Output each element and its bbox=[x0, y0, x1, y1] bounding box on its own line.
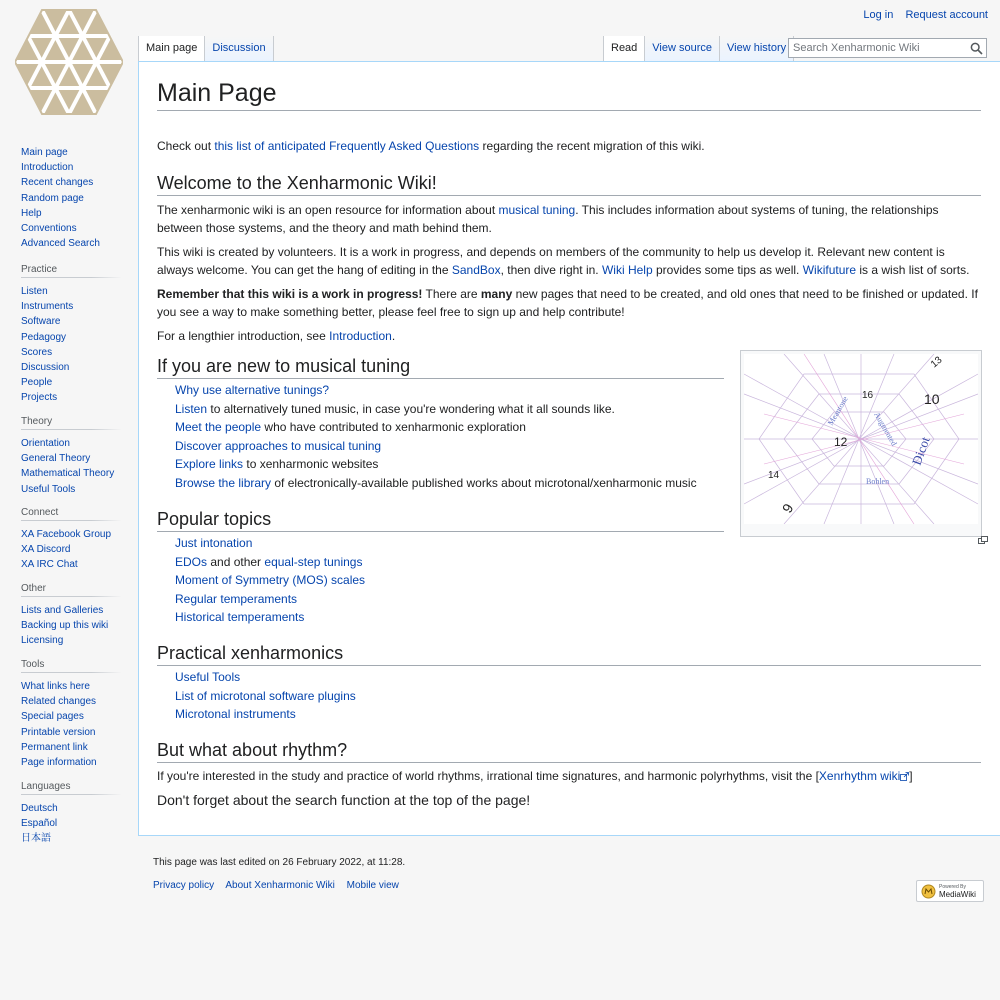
mobile-view-link[interactable]: Mobile view bbox=[346, 880, 399, 891]
privacy-policy-link[interactable]: Privacy policy bbox=[153, 880, 215, 891]
sidebar-connect bbox=[21, 507, 121, 573]
sidebar-item-orientation[interactable]: Orientation bbox=[21, 438, 70, 449]
welcome-paragraph-2 bbox=[157, 243, 981, 279]
list-link[interactable]: Moment of Symmetry (MOS) scales bbox=[175, 573, 366, 588]
introduction-link[interactable]: Introduction bbox=[329, 329, 392, 343]
sidebar-item-irc-chat[interactable]: XA IRC Chat bbox=[21, 559, 78, 571]
practical-heading: Practical xenharmonics bbox=[157, 641, 981, 666]
bold-text: many bbox=[480, 287, 513, 301]
thumb-label: 12 bbox=[834, 435, 848, 449]
wikifuture-link[interactable]: Wikifuture bbox=[802, 263, 857, 277]
view-tabs bbox=[603, 36, 794, 62]
new-list bbox=[157, 381, 724, 493]
sidebar-item-facebook-group[interactable]: XA Facebook Group bbox=[21, 529, 112, 540]
sidebar-item-printable-version[interactable]: Printable version bbox=[21, 726, 96, 738]
request-account-link[interactable]: Request account bbox=[905, 9, 988, 21]
list-link[interactable]: Meet the people bbox=[175, 420, 262, 435]
text: new pages that need to be created, and old ones that need to be finished or updated. If you see a way to make something better, please feel free to sign up and help contribute! bbox=[157, 287, 978, 319]
list-text: of electronically-available published works about microtonal/xenharmonic music bbox=[271, 475, 697, 490]
notice-text-end: regarding the recent migration of this wiki. bbox=[479, 139, 705, 153]
rhythm-section bbox=[157, 738, 981, 809]
tab-main-page[interactable]: Main page bbox=[138, 36, 205, 62]
sidebar-item-software[interactable]: Software bbox=[21, 316, 61, 328]
sidebar-item-main-page[interactable]: Main page bbox=[21, 147, 68, 158]
sidebar-item-page-information[interactable]: Page information bbox=[21, 757, 97, 769]
svg-text:Bohlen: Bohlen bbox=[866, 477, 890, 486]
mediawiki-icon bbox=[921, 884, 936, 902]
about-link[interactable]: About Xenharmonic Wiki bbox=[225, 880, 335, 891]
text: The xenharmonic wiki is an open resource for information about bbox=[157, 203, 499, 217]
text: . This includes information about systems of tuning, the relationships between those systems, and the theory and math behind them. bbox=[157, 203, 939, 235]
sidebar-item-related-changes[interactable]: Related changes bbox=[21, 696, 97, 708]
sidebar-heading: Practice bbox=[21, 264, 121, 278]
sidebar-item-lists-galleries[interactable]: Lists and Galleries bbox=[21, 605, 104, 616]
faq-link[interactable]: this list of anticipated Frequently Asked Questions bbox=[214, 139, 480, 153]
lattice-diagram-image[interactable] bbox=[744, 354, 978, 524]
sidebar-item-discussion[interactable]: Discussion bbox=[21, 362, 70, 374]
list-item bbox=[175, 590, 724, 609]
list-link[interactable]: Microtonal instruments bbox=[175, 707, 296, 722]
list-item bbox=[175, 608, 724, 627]
mediawiki-text: MediaWiki bbox=[939, 890, 976, 899]
closing-text: Don't forget about the search function at the top of the page! bbox=[157, 792, 531, 808]
main-content bbox=[138, 61, 1000, 836]
thumb-label: Dicot bbox=[908, 434, 933, 468]
text: This wiki is created by volunteers. It is a work in progress, and depends on members of the community to help us develop it. Relevant new content is always welcome. You can get the hang of editing in the bbox=[157, 245, 945, 277]
list-text: to alternatively tuned music, in case you're wondering what it all sounds like. bbox=[207, 401, 615, 416]
text: , then dive right in. bbox=[500, 263, 602, 277]
text: There are bbox=[422, 287, 481, 301]
sidebar-item-projects[interactable]: Projects bbox=[21, 392, 58, 404]
text: provides some tips as well. bbox=[652, 263, 803, 277]
powered-by-text: Powered By bbox=[939, 884, 966, 890]
text: ] bbox=[909, 769, 913, 783]
tab-discussion[interactable]: Discussion bbox=[205, 36, 273, 62]
sidebar-item-advanced-search[interactable]: Advanced Search bbox=[21, 238, 100, 250]
sidebar-item-random-page[interactable]: Random page bbox=[21, 192, 84, 204]
tab-view-history[interactable]: View history bbox=[720, 36, 794, 62]
sidebar-other bbox=[21, 583, 121, 649]
list-link[interactable]: List of microtonal software plugins bbox=[175, 688, 356, 703]
text: is a wish list of sorts. bbox=[856, 263, 970, 277]
search-input[interactable] bbox=[789, 39, 963, 57]
sandbox-link[interactable]: SandBox bbox=[451, 263, 501, 277]
practical-list bbox=[157, 668, 981, 724]
list-item bbox=[175, 418, 724, 437]
list-link[interactable]: Useful Tools bbox=[175, 670, 241, 684]
welcome-section bbox=[157, 171, 981, 345]
sidebar-heading: Connect bbox=[21, 507, 121, 521]
popular-list bbox=[157, 534, 724, 627]
text: For a lengthier introduction, see bbox=[157, 329, 330, 343]
list-link[interactable]: equal-step tunings bbox=[264, 554, 363, 569]
sidebar-heading: Other bbox=[21, 583, 121, 597]
rhythm-paragraph bbox=[157, 767, 981, 785]
thumbnail-frame bbox=[740, 350, 982, 537]
notice-text: Check out bbox=[157, 139, 215, 153]
sidebar-item-discord[interactable]: XA Discord bbox=[21, 544, 71, 556]
list-link[interactable]: Regular temperaments bbox=[175, 591, 298, 606]
list-link[interactable]: Explore links bbox=[175, 457, 244, 472]
sidebar-item-mathematical-theory[interactable]: Mathematical Theory bbox=[21, 468, 115, 480]
sidebar-tools bbox=[21, 659, 121, 770]
welcome-paragraph-3 bbox=[157, 285, 981, 321]
thumb-label: 16 bbox=[862, 390, 874, 401]
text: . bbox=[391, 329, 396, 343]
sidebar-item-conventions[interactable]: Conventions bbox=[21, 223, 77, 235]
sidebar-heading: Languages bbox=[21, 781, 121, 795]
search-box bbox=[788, 38, 987, 58]
wiki-help-link[interactable]: Wiki Help bbox=[601, 263, 653, 277]
sidebar-item-introduction[interactable]: Introduction bbox=[21, 162, 74, 174]
sidebar-item-scores[interactable]: Scores bbox=[21, 346, 53, 358]
list-item bbox=[175, 534, 724, 553]
list-item bbox=[175, 437, 724, 456]
sidebar-theory bbox=[21, 416, 121, 497]
tab-view-source[interactable]: View source bbox=[645, 36, 720, 62]
list-text: and other bbox=[207, 554, 265, 569]
list-item bbox=[175, 474, 724, 493]
practical-section bbox=[157, 641, 981, 724]
list-item bbox=[175, 571, 724, 590]
sidebar-item-special-pages[interactable]: Special pages bbox=[21, 711, 84, 723]
sidebar-item-listen[interactable]: Listen bbox=[21, 286, 48, 297]
new-heading: If you are new to musical tuning bbox=[157, 354, 724, 379]
sidebar-item-people[interactable]: People bbox=[21, 377, 53, 389]
list-item bbox=[175, 455, 724, 474]
sidebar-item-permanent-link[interactable]: Permanent link bbox=[21, 741, 88, 753]
sidebar-item-general-theory[interactable]: General Theory bbox=[21, 453, 91, 465]
list-link[interactable]: EDOs bbox=[175, 554, 208, 569]
list-text: to xenharmonic websites bbox=[243, 457, 379, 472]
sidebar-item-lang-es[interactable]: Español bbox=[21, 818, 58, 830]
footer-links bbox=[153, 880, 408, 891]
login-link[interactable]: Log in bbox=[863, 9, 894, 21]
footer bbox=[153, 857, 408, 891]
popular-section bbox=[157, 507, 724, 627]
notice bbox=[157, 137, 981, 155]
external-link-icon bbox=[900, 768, 909, 777]
thumb-label: 14 bbox=[768, 470, 780, 481]
sidebar-languages bbox=[21, 781, 121, 847]
list-item bbox=[175, 400, 724, 419]
text: If you're interested in the study and practice of world rhythms, irrational time signatures, and harmonic polyrhythms, visit the [ bbox=[157, 769, 819, 783]
popular-heading: Popular topics bbox=[157, 507, 724, 532]
list-item bbox=[175, 705, 981, 724]
namespace-tabs bbox=[138, 36, 274, 62]
sidebar-item-lang-de[interactable]: Deutsch bbox=[21, 803, 58, 814]
powered-by-mediawiki-badge[interactable] bbox=[916, 880, 984, 902]
page-title: Main Page bbox=[157, 76, 981, 111]
welcome-paragraph-1 bbox=[157, 201, 981, 237]
search-icon[interactable] bbox=[970, 42, 983, 55]
list-link[interactable]: Just intonation bbox=[175, 536, 253, 550]
sidebar-navigation bbox=[21, 145, 121, 251]
sidebar-item-help[interactable]: Help bbox=[21, 207, 42, 219]
sidebar-item-useful-tools[interactable]: Useful Tools bbox=[21, 483, 76, 495]
sidebar-item-what-links-here[interactable]: What links here bbox=[21, 681, 90, 692]
rhythm-heading: But what about rhythm? bbox=[157, 738, 981, 763]
list-link[interactable]: Historical temperaments bbox=[175, 610, 305, 625]
new-section bbox=[157, 354, 724, 493]
site-logo[interactable] bbox=[15, 8, 123, 116]
list-link[interactable]: Why use alternative tunings? bbox=[175, 383, 330, 397]
list-item bbox=[175, 553, 724, 572]
list-item bbox=[175, 687, 981, 706]
list-item bbox=[175, 381, 724, 400]
sidebar-item-pedagogy[interactable]: Pedagogy bbox=[21, 331, 67, 343]
sidebar-item-instruments[interactable]: Instruments bbox=[21, 301, 74, 313]
svg-text:Augmented: Augmented bbox=[872, 410, 899, 448]
sidebar-item-backing-up[interactable]: Backing up this wiki bbox=[21, 620, 109, 632]
sidebar-item-recent-changes[interactable]: Recent changes bbox=[21, 177, 94, 189]
xenrhythm-link[interactable]: Xenrhythm wiki bbox=[818, 769, 901, 783]
sidebar-heading: Tools bbox=[21, 659, 121, 673]
bold-text: Remember that this wiki is a work in progress! bbox=[157, 287, 423, 301]
sidebar-heading: Theory bbox=[21, 416, 121, 430]
personal-tools bbox=[854, 9, 988, 21]
last-modified: This page was last edited on 26 February 2022, at 11:28. bbox=[153, 857, 406, 868]
list-link[interactable]: Listen bbox=[175, 401, 208, 416]
list-text: who have contributed to xenharmonic exploration bbox=[261, 420, 526, 435]
svg-text:Meantone: Meantone bbox=[825, 394, 850, 427]
sidebar-item-lang-ja[interactable]: 日本語 bbox=[21, 833, 51, 845]
musical-tuning-link[interactable]: musical tuning bbox=[498, 203, 576, 217]
sidebar-item-licensing[interactable]: Licensing bbox=[21, 635, 64, 647]
welcome-paragraph-4 bbox=[157, 327, 981, 345]
tab-read[interactable]: Read bbox=[603, 36, 645, 62]
thumb-label: 13 bbox=[928, 354, 945, 371]
list-link[interactable]: Discover approaches to musical tuning bbox=[175, 438, 382, 453]
list-link[interactable]: Browse the library bbox=[175, 475, 272, 490]
thumb-label: 10 bbox=[924, 391, 940, 407]
thumb-label: 9 bbox=[778, 500, 797, 516]
sidebar-practice bbox=[21, 264, 121, 406]
welcome-heading: Welcome to the Xenharmonic Wiki! bbox=[157, 171, 981, 196]
list-item bbox=[175, 668, 981, 687]
